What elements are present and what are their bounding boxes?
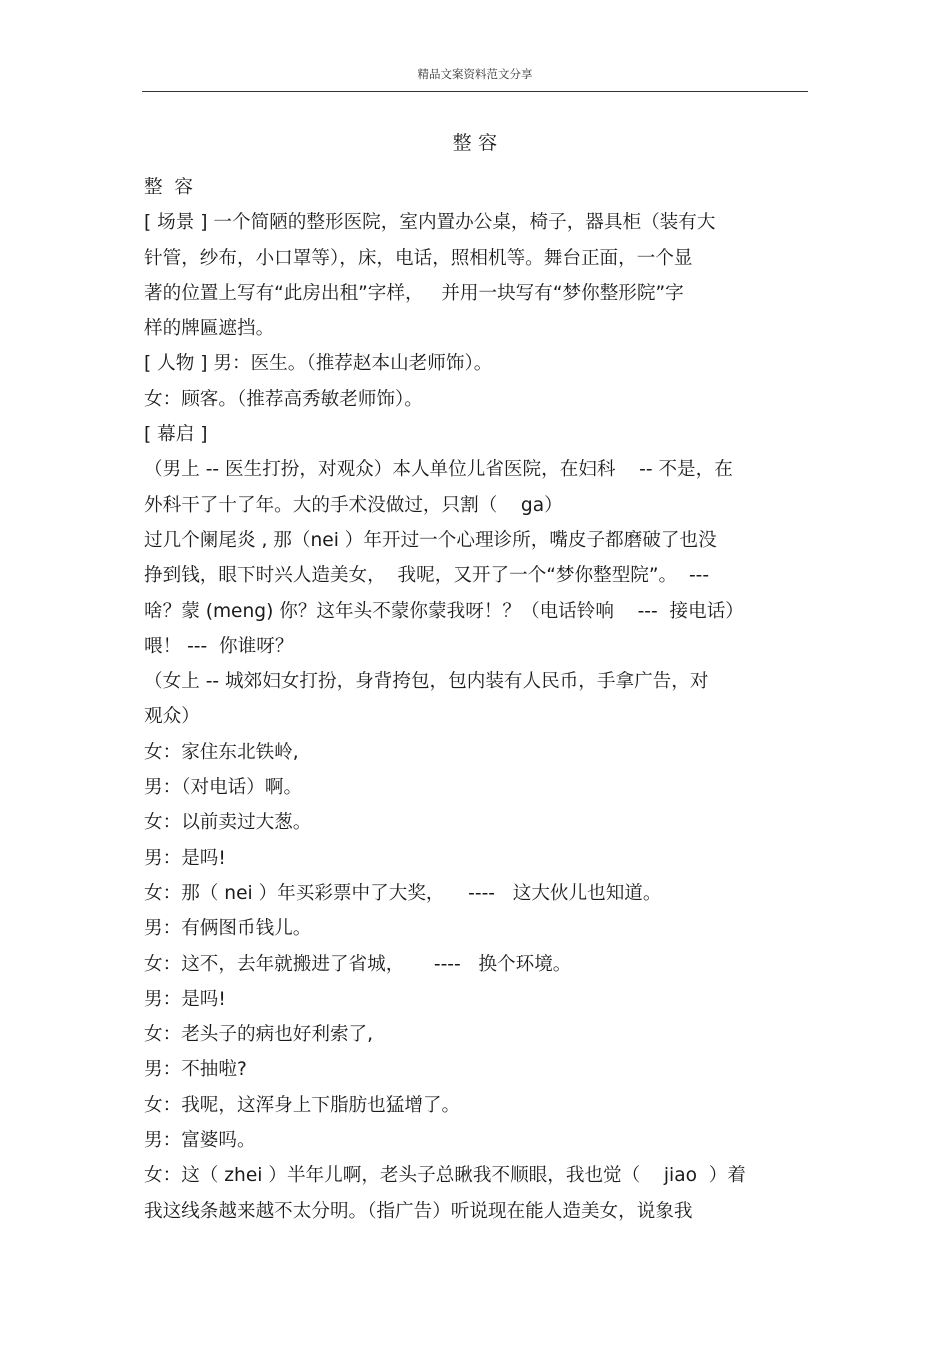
text-line: 著的位置上写有“此房出租”字样， 并用一块写有“梦你整形院”字 xyxy=(144,282,684,304)
text-line: [ 场景 ] 一个简陋的整形医院，室内置办公桌，椅子，器具柜（装有大 xyxy=(144,212,716,234)
text-line: 喂！ --- 你谁呀？ xyxy=(144,635,294,657)
text-line: 女：老头子的病也好利索了, xyxy=(144,1024,374,1046)
text-line: 男：不抽啦? xyxy=(144,1059,247,1081)
text-line: 男：是吗! xyxy=(144,847,226,869)
document-title: 整 容 xyxy=(452,132,498,154)
text-line: 女：这（ zhei ）半年儿啊，老头子总瞅我不顺眼，我也觉（ jiao ）着 xyxy=(144,1165,746,1187)
text-line: 男：（对电话）啊。 xyxy=(144,777,303,799)
text-line: （男上 -- 医生打扮，对观众）本人单位儿省医院，在妇科 -- 不是，在 xyxy=(144,459,733,481)
text-line: 外科干了十了年。大的手术没做过，只割（ ga） xyxy=(144,494,563,516)
text-line: 女：顾客。（推荐高秀敏老师饰）。 xyxy=(144,388,423,410)
text-line: [ 幕启 ] xyxy=(144,424,208,446)
text-line: 针管，纱布，小口罩等），床，电话，照相机等。舞台正面，一个显 xyxy=(144,247,693,269)
text-line: 女：那（ nei ）年买彩票中了大奖， ---- 这大伙儿也知道。 xyxy=(144,882,662,904)
text-line: 过几个阑尾炎 , 那（nei ）年开过一个心理诊所，嘴皮子都磨破了也没 xyxy=(144,529,717,551)
text-line: 男：富婆吗。 xyxy=(144,1130,256,1152)
page-header: 精品文案资料范文分享 xyxy=(417,67,533,81)
text-line: 女：家住东北铁岭, xyxy=(144,741,299,763)
text-line: 挣到钱，眼下时兴人造美女， 我呢，又开了一个“梦你整型院”。 --- xyxy=(144,565,710,587)
text-line: 整 容 xyxy=(144,177,194,198)
text-line: 观众） xyxy=(144,706,200,728)
text-line: 样的牌匾遮挡。 xyxy=(144,318,275,340)
text-line: 男：有俩图币钱儿。 xyxy=(144,918,312,940)
text-line: [ 人物 ] 男：医生。（推荐赵本山老师饰）。 xyxy=(144,353,493,375)
text-line: 啥？蒙 (meng) 你？这年头不蒙你蒙我呀！？（电话铃响 --- 接电话） xyxy=(144,600,744,622)
document-body xyxy=(144,170,810,1229)
text-line: 女：我呢，这浑身上下脂肪也猛增了。 xyxy=(144,1094,461,1116)
text-line: （女上 -- 城郊妇女打扮，身背挎包，包内装有人民币，手拿广告，对 xyxy=(144,671,709,693)
text-line: 女：这不，去年就搬进了省城， ---- 换个环境。 xyxy=(144,953,572,975)
header-rule xyxy=(142,91,808,92)
text-line: 我这线条越来越不太分明。（指广告）听说现在能人造美女，说象我 xyxy=(144,1200,693,1222)
text-line: 男：是吗! xyxy=(144,988,226,1010)
text-line: 女：以前卖过大葱。 xyxy=(144,812,312,834)
